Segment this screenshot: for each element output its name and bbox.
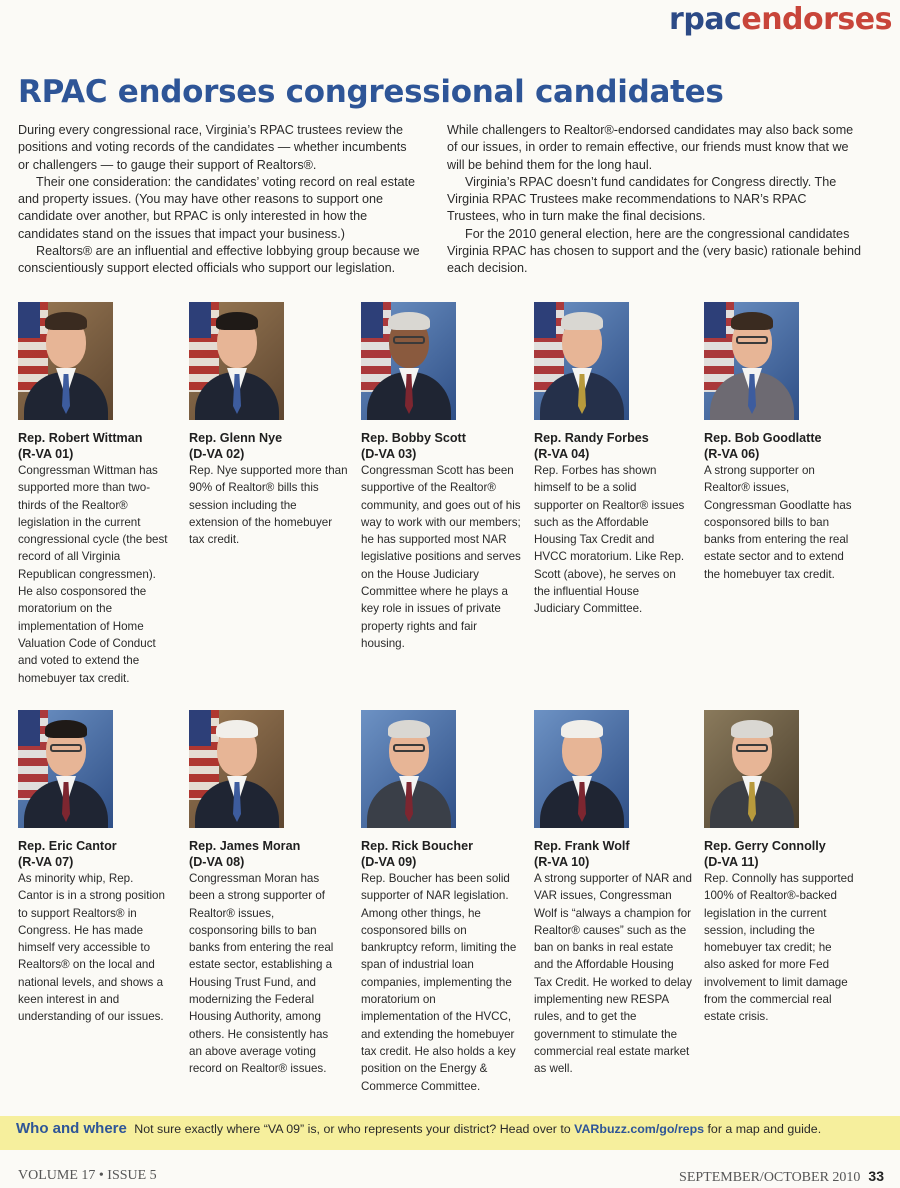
candidate-name: Rep. Bob Goodlatte — [704, 431, 822, 445]
candidate-district: (D-VA 11) — [704, 855, 759, 869]
issue-info: VOLUME 17 • ISSUE 5 — [18, 1168, 157, 1183]
candidate-card — [18, 302, 186, 687]
candidate-name: Rep. Rick Boucher — [361, 839, 473, 853]
candidate-district: (R-VA 06) — [704, 447, 760, 461]
candidate-name: Rep. James Moran — [189, 839, 301, 853]
candidate-bio: A strong supporter of NAR and VAR issues, Congressman Wolf is “always a champion for Realtor® causes” such as the ban on banks in real estate and the Affordable Housing Tax Credit. He worked to delay implementing new RESPA rules, and to get the government to stimulate the commercial real estate market as well. — [534, 872, 692, 1076]
section-tag: rpacendorses — [669, 2, 892, 37]
intro-paragraph: For the 2010 general election, here are the congressional candidates Virginia RPAC has chosen to support and the (very basic) rationale behind each decision. — [447, 226, 861, 276]
candidate-district: (R-VA 10) — [534, 855, 590, 869]
portrait-photo — [189, 710, 284, 828]
page-number: 33 — [868, 1168, 884, 1184]
candidate-bio: Congressman Moran has been a strong supporter of Realtor® issues, cosponsoring bills to ban banks from entering the real estate sector, establishing a Housing Trust Fund, and modernizing the Federal Housing Authority, among others. He consistently has an above average voting record on Realtor® issues. — [189, 872, 334, 1076]
candidate-district: (D-VA 03) — [361, 447, 417, 461]
portrait-photo — [704, 710, 799, 828]
candidate-bio: A strong supporter on Realtor® issues, Congressman Goodlatte has cosponsored bills to ban banks from entering the real estate sector and to extend the homebuyer tax credit. — [704, 464, 852, 581]
intro-right-column — [447, 122, 861, 278]
candidate-card — [704, 302, 872, 583]
candidate-name: Rep. Frank Wolf — [534, 839, 630, 853]
date-and-page — [679, 1168, 884, 1186]
candidate-bio: As minority whip, Rep. Cantor is in a strong position to support Realtors® in Congress. He has made himself very accessible to Realtors® on the local and national levels, and shows a keen interest in and understanding of our issues. — [18, 872, 165, 1024]
candidate-card — [361, 302, 529, 652]
candidate-card — [534, 710, 702, 1078]
portrait-photo — [189, 302, 284, 420]
candidate-name: Rep. Bobby Scott — [361, 431, 466, 445]
portrait-photo — [704, 302, 799, 420]
banner-body: Not sure exactly where “VA 09” is, or who represents your district? Head over to — [134, 1122, 571, 1136]
candidate-district: (D-VA 08) — [189, 855, 245, 869]
candidate-card — [189, 710, 357, 1078]
candidate-district: (R-VA 07) — [18, 855, 74, 869]
issue-date: SEPTEMBER/OCTOBER 2010 — [679, 1170, 861, 1185]
candidate-name: Rep. Eric Cantor — [18, 839, 117, 853]
candidate-card — [189, 302, 357, 548]
candidate-bio: Congressman Wittman has supported more than two-thirds of the Realtor® legislation in the current congressional cycle (the best record of all Virginia Republican congressmen). He also cosponsored the moratorium on the implementation of Home Valuation Code of Conduct and voted to extend the homebuyer tax credit. — [18, 464, 168, 685]
candidate-card — [704, 710, 872, 1026]
candidate-bio: Rep. Connolly has supported 100% of Realtor®-backed legislation in the current session, including the homebuyer tax credit; he also asked for more Fed involvement to limit damage from the commercial real estate crisis. — [704, 872, 854, 1024]
candidate-district: (D-VA 02) — [189, 447, 245, 461]
candidate-name: Rep. Robert Wittman — [18, 431, 143, 445]
portrait-photo — [534, 302, 629, 420]
candidate-bio: Congressman Scott has been supportive of the Realtor® community, and goes out of his way to work with our members; he has supported most NAR legislative positions and serves on the House Judiciary Committee where he plays a key role in issues of private property rights and fair housing. — [361, 464, 521, 650]
portrait-photo — [361, 710, 456, 828]
intro-paragraph: Their one consideration: the candidates’ voting record on real estate and property issues. (You may have other reasons to support one candidate over another, but RPAC is only interested in how the candidates stand on the issues that impact your business.) — [18, 174, 415, 241]
candidate-district: (D-VA 09) — [361, 855, 417, 869]
candidate-name: Rep. Glenn Nye — [189, 431, 283, 445]
reps-link[interactable]: VARbuzz.com/go/reps — [574, 1122, 705, 1136]
candidate-name: Rep. Gerry Connolly — [704, 839, 826, 853]
candidate-bio: Rep. Nye supported more than 90% of Realtor® bills this session including the extension of the homebuyer tax credit. — [189, 464, 348, 547]
portrait-photo — [534, 710, 629, 828]
banner-text — [16, 1120, 821, 1137]
candidate-district: (R-VA 04) — [534, 447, 590, 461]
banner-tail: for a map and guide. — [707, 1122, 822, 1136]
candidate-bio: Rep. Boucher has been solid supporter of NAR legislation. Among other things, he cosponsored bills on bankruptcy reform, limiting the span of industrial loan companies, implementing the moratorium on implementation of the HVCC, and extending the homebuyer tax credit. He also holds a key position on the Energy & Commerce Committee. — [361, 872, 517, 1093]
page-title: RPAC endorses congressional candidates — [18, 74, 724, 110]
candidate-card — [18, 710, 186, 1026]
portrait-photo — [18, 710, 113, 828]
intro-paragraph: During every congressional race, Virginia’s RPAC trustees review the positions and voting records of the candidates — whether incumbents or challengers — to gauge their support of Realtors®. — [18, 123, 407, 172]
portrait-photo — [361, 302, 456, 420]
candidate-district: (R-VA 01) — [18, 447, 74, 461]
candidate-bio: Rep. Forbes has shown himself to be a solid supporter on Realtor® issues such as the Affordable Housing Tax Credit and HVCC moratorium. Like Rep. Scott (above), he serves on the influential House Judiciary Committee. — [534, 464, 685, 616]
intro-paragraph: Virginia’s RPAC doesn’t fund candidates for Congress directly. The Virginia RPAC Trustees make recommendations to NAR’s RPAC Trustees, who in turn make the final decisions. — [447, 174, 837, 224]
portrait-photo — [18, 302, 113, 420]
intro-left-column — [18, 122, 420, 278]
intro-paragraph: Realtors® are an influential and effective lobbying group because we conscientiously support elected officials who support our legislation. — [18, 244, 420, 276]
intro-paragraph: While challengers to Realtor®-endorsed candidates may also back some of our issues, in order to remain effective, our friends must know that we will be behind them for the long haul. — [447, 123, 854, 172]
candidate-card — [361, 710, 529, 1095]
candidate-card — [534, 302, 702, 618]
banner-heading: Who and where — [16, 1120, 127, 1137]
candidate-name: Rep. Randy Forbes — [534, 431, 649, 445]
